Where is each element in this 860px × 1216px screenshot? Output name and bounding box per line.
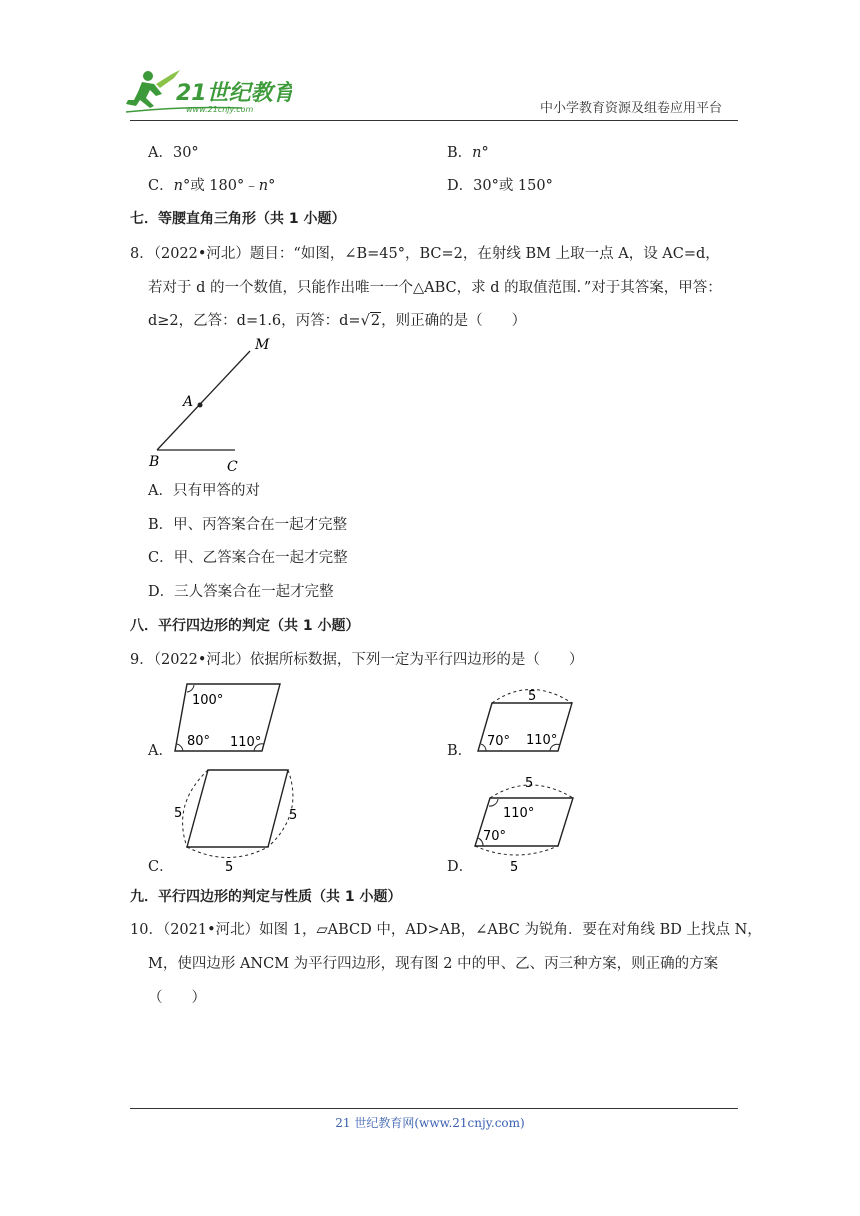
q9-figure-c (168, 764, 308, 876)
q10-line-3: （ ） (148, 990, 206, 1006)
q9-option-c-letter: C． (148, 859, 174, 875)
svg-text:80°: 80° (187, 734, 211, 749)
section-9-title: 九．平行四边形的判定与性质（共 1 小题） (130, 889, 402, 905)
q9-option-b-letter: B． (447, 743, 473, 759)
q8-option-b: B．甲、丙答案合在一起才完整 (148, 517, 348, 533)
svg-text:70°: 70° (483, 829, 507, 844)
q9-figure-b (470, 682, 580, 756)
svg-text:5: 5 (174, 806, 183, 821)
q9-stem: 9．（2022•河北）依据所标数据，下列一定为平行四边形的是（ ） (130, 652, 584, 668)
section-8-title: 八．平行四边形的判定（共 1 小题） (130, 618, 360, 634)
section-7-title: 七．等腰直角三角形（共 1 小题） (130, 211, 346, 227)
q10-line-2: M，使四边形 ANCM 为平行四边形，现有图 2 中的甲、乙、丙三种方案，则正确的方案 (148, 956, 719, 972)
svg-text:5: 5 (510, 860, 519, 875)
q8-line-1: 8．（2022•河北）题目：“如图，∠B=45°，BC=2，在射线 BM 上取一点 A，设 AC=d， (130, 246, 720, 262)
q8-line-2: 若对于 d 的一个数值，只能作出唯一一个△ABC，求 d 的取值范围．”对于其答案，甲答： (148, 280, 722, 296)
q9-option-d-letter: D． (447, 859, 474, 875)
label-b: B (149, 454, 160, 470)
svg-text:21世纪教育: 21世纪教育 (176, 81, 292, 106)
q8-figure (140, 332, 280, 477)
svg-text:110°: 110° (526, 733, 558, 748)
q7-option-c: C．n°或 180°﹣n° (148, 178, 276, 194)
svg-text:70°: 70° (487, 734, 511, 749)
q8-option-a: A．只有甲答的对 (148, 483, 260, 499)
label-c: C (227, 459, 238, 475)
q10-line-1: 10．（2021•河北）如图 1，▱ABCD 中，AD>AB，∠ABC 为锐角．要在对角线 BD 上找点 N， (130, 922, 762, 938)
sqrt-radicand: 2 (370, 313, 381, 329)
svg-text:100°: 100° (192, 693, 224, 708)
svg-text:www.21cnjy.com: www.21cnjy.com (186, 105, 254, 114)
svg-text:5: 5 (289, 808, 298, 823)
header-divider (130, 120, 738, 121)
footer-site: 21 世纪教育网(www.21cnjy.com) (335, 1116, 525, 1130)
label-a: A (183, 394, 194, 410)
header-platform-name: 中小学教育资源及组卷应用平台 (540, 101, 723, 116)
svg-text:5: 5 (225, 860, 234, 875)
q7-option-d: D．30°或 150° (447, 178, 553, 194)
q7-option-b: B．n° (447, 145, 489, 161)
q9-option-a-letter: A． (148, 743, 173, 759)
q9-figure-d (470, 770, 580, 876)
footer-divider (130, 1108, 738, 1109)
q8-option-d: D．三人答案合在一起才完整 (148, 584, 334, 600)
svg-text:110°: 110° (503, 806, 535, 821)
site-logo (122, 66, 292, 118)
svg-text:5: 5 (528, 689, 537, 704)
q9-figure-a (170, 678, 290, 758)
q8-option-c: C．甲、乙答案合在一起才完整 (148, 550, 348, 566)
svg-text:5: 5 (525, 776, 534, 791)
label-m: M (255, 337, 270, 353)
q8-line-3: d≥2，乙答：d=1.6，丙答：d=√2，则正确的是（ ） (148, 313, 527, 329)
q7-option-a: A．30° (148, 145, 199, 161)
svg-text:110°: 110° (230, 735, 262, 750)
